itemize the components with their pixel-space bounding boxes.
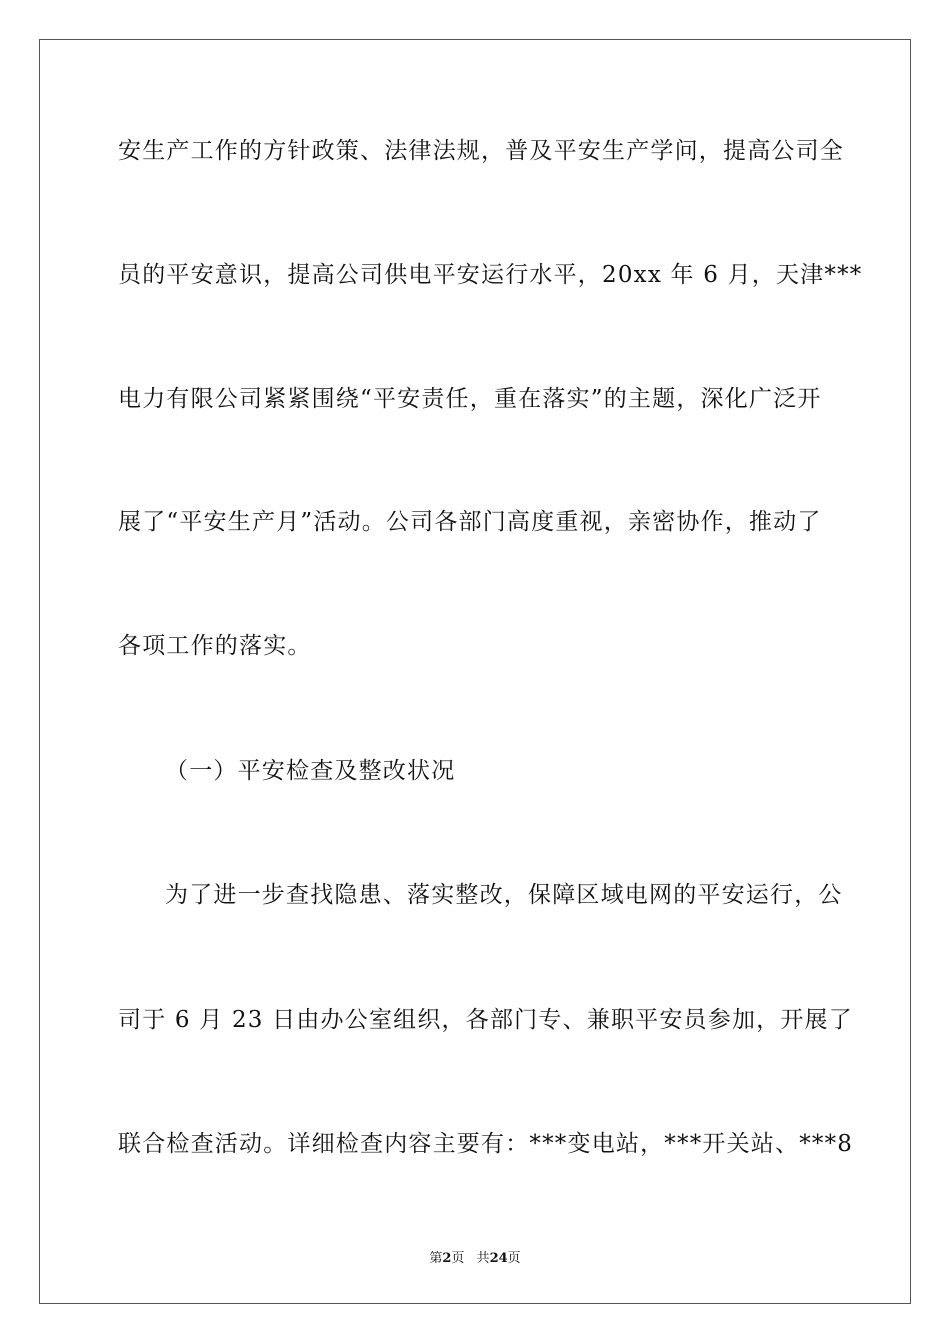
text-line-8: 司于 6 月 23 日由办公室组织，各部门专、兼职平安员参加，开展了 bbox=[118, 1007, 853, 1033]
text-line-3: 电力有限公司紧紧围绕“平安责任，重在落实”的主题，深化广泛开 bbox=[118, 386, 822, 412]
text-line-4: 展了“平安生产月”活动。公司各部门高度重视，亲密协作，推动了 bbox=[118, 509, 822, 535]
section-heading: （一）平安检查及整改状况 bbox=[165, 758, 456, 784]
page-indicator: 第2页 bbox=[429, 1251, 465, 1266]
text-line-9: 联合检查活动。详细检查内容主要有：***变电站，***开关站、***8 bbox=[118, 1131, 854, 1157]
page-footer bbox=[0, 1247, 950, 1266]
total-pages-indicator: 共24页 bbox=[476, 1251, 521, 1266]
text-line-7: 为了进一步查找隐患、落实整改，保障区域电网的平安运行，公 bbox=[165, 882, 843, 908]
text-line-5: 各项工作的落实。 bbox=[118, 633, 312, 659]
page-frame bbox=[39, 39, 911, 1304]
text-line-1: 安生产工作的方针政策、法律法规，普及平安生产学问，提高公司全 bbox=[118, 138, 844, 164]
text-line-2: 员的平安意识，提高公司供电平安运行水平，20xx 年 6 月，天津*** bbox=[118, 262, 863, 288]
